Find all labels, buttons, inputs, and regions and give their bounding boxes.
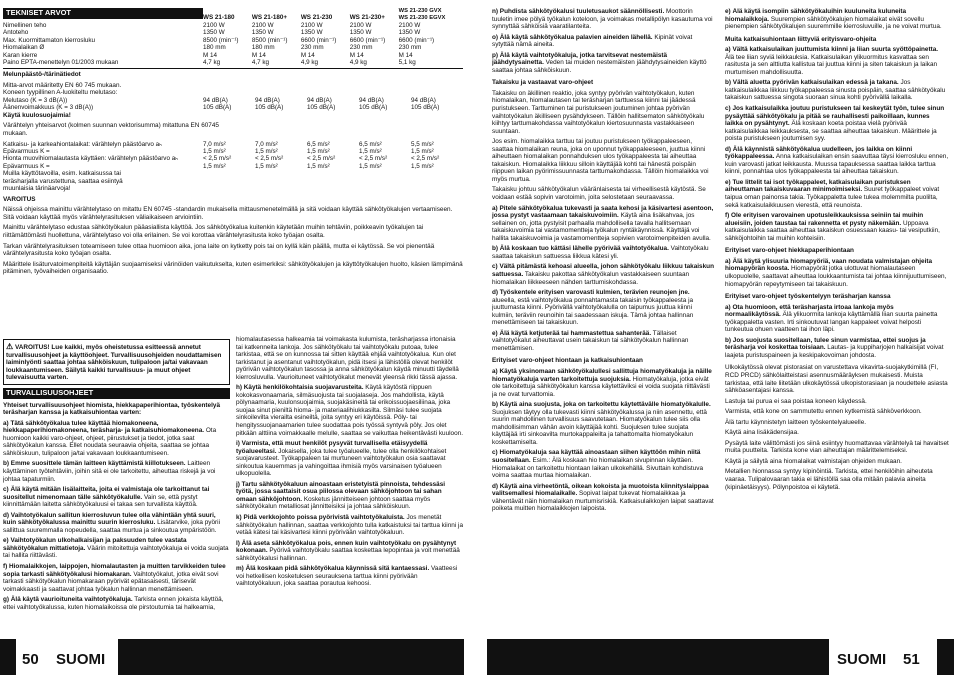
- vibration-row-value: 1,5 m/s²: [255, 162, 278, 170]
- vibration-other: Muilla käyttötavoilla, esim. katkaisussa tai teräsharjalla varustettuna, saattaa esiintyä muunlaisia tärinäarvoja!: [3, 170, 123, 193]
- cutting-paragraph: e) Tue littelit tai isot työkappaleet, katkaisulaikan puristuksen aiheuttaman takaiskuvaaran minimoimiseksi. Suuret työkappaleet voivat taipua oman painonsa takia. Työkappaletta tulee tukea molemmilta puolilta, sekä katkaisulaikkuusen vierestä, että reunoista.: [725, 178, 940, 209]
- spec-row-value: 230 mm: [300, 44, 324, 52]
- vibration-row-value: 1,5 m/s²: [255, 147, 278, 155]
- noise-row-value: 94 dB(A): [359, 97, 384, 105]
- spec-table: [3, 8, 463, 66]
- left-column-1: [3, 336, 230, 636]
- safety-header: TURVALLISUUSOHJEET: [3, 388, 230, 399]
- kickback-rule: d) Työskentele erityisen varovasti kulmien, terävien reunojen jne. alueella, estä vaihtotyökalua ponnahtamasta takaisin työkappaleesta ja juuttumasta kiinni. Pyörivällä vaihtotyökalulla on taipumus juuttua kiinni kulmiin, teräviin reunoihin tai saadessaan iskuja. Tämä johtaa hallinnan menettämiseen tai takaiskuun.: [492, 289, 694, 327]
- page-number-left: 50: [22, 651, 39, 668]
- noise-levels-title: Koneen tyypillinen A-luokiteltu melutaso:: [3, 89, 118, 97]
- spec-row-value: 180 mm: [203, 44, 226, 52]
- vibration-row: [3, 141, 463, 148]
- safety-paragraph: hiomalautasessa halkeamia tai voimakasta kulumista, teräsharjassa irtonaisia tai katkenneita lankoja. Jos sähkötyökalu tai vaihtotyökalu putoaa, tulee tarkistaa, että se on kunnossa tai sitten käyttää ehjää vaihtotyökalua. Kun olet tarkistanut ja asentanut vaihtotyökalun, pidä itsesi ja lähistöllä olevat henkilöt pyörivän vaihtotyökalun tasossa ja anna sähkötyökalun käydä minuutti täydellä kierrosluvulla. Vaurioituneet vaihtotyökalut menevät yleensä rikki tässä ajassa.: [236, 336, 459, 381]
- spec-row-value: 2100 W: [251, 21, 274, 29]
- extra-paragraph: Ulkokäytössä olevat pistorasiat on varustettava vikavirta-suojakytkimillä (FI, RCD PRCD) sähkölaitteistasi asennusmääräyksen mukaisesti. Muista tarkistaa, että laite liitetään ulkokäytössä ulkopistorasiaan ja noudettele asiasta sähköasentajasi kanssa.: [725, 364, 948, 395]
- kickback-rule: e) Älä käytä ketjuterää tai hammastettua sahanterää. Tällaiset vaihtotyökalut aiheuttavat usein takaiskun tai sähkötyökalun hallinnan menettämisen.: [492, 329, 689, 352]
- spec-row-value: 4,7 kg: [251, 58, 270, 66]
- vibration-row-value: 1,5 m/s²: [307, 162, 330, 170]
- vibration-row: [3, 155, 463, 162]
- safety-paragraph: k) Pidä verkkojohto poissa pyörivistä vaihtotyökaluista. Jos menetät sähkötyökalun hallinnan, saattaa verkkojohto tulla katkaistuksi tai tarttua kiinni ja vetää kätesi tai käsivartesi kiinni pyörivään vaihtotyökaluun.: [236, 514, 463, 537]
- spec-row-label: Hiomalaikan Ø: [3, 44, 45, 52]
- spec-row-value: 230 mm: [349, 44, 373, 52]
- noise-row-value: 94 dB(A): [307, 97, 332, 105]
- spec-row-value: 4,7 kg: [203, 58, 221, 66]
- spec-row-label: Karan kierre: [3, 51, 38, 59]
- spec-row-value: 8500 (min⁻¹): [251, 36, 288, 44]
- right-column-1: [492, 8, 714, 636]
- noise-row-value: 105 dB(A): [411, 104, 440, 112]
- vibration-row-value: 1,5 m/s²: [203, 162, 226, 170]
- spec-row-value: 5,1 kg: [398, 58, 416, 66]
- warning-box: ⚠ VAROITUS! Lue kaikki, myös oheistetussa esitteessä annetut turvallisuusohjeet ja käyttöohjeet. Turvallisuusohjeiden noudattamisen laiminlyönti saattaa johtaa sähköiskuun, tulipaloon ja/tai vakavaan loukkaantumiseen. Säilytä kaikki turvallisuus- ja muut ohjeet tulevaisuutta varten.: [3, 339, 230, 385]
- wire-paragraph: a) Ota huomioon, että teräsharjasta irtoaa lankoja myös normaalikäytössä. Älä ylikuormita lankoja käyttämällä liian suurta painetta työkappaletta vasten. Irti sinkoutuvat langan kappaleet voivat helposti tunkeutua ohuen vaatteen tai ihon läpi.: [725, 303, 938, 334]
- vibration-row-value: 6,5 m/s²: [307, 140, 330, 148]
- sanding-title: Erityiset varo-ohjeet hiekkapaperihiontaan: [725, 247, 854, 255]
- lang-left: SUOMI: [56, 651, 106, 668]
- extra-paragraph: Käytä ja säilytä aina hiomalaikat valmistajan ohjeiden mukaan.: [725, 457, 902, 465]
- left-page-top: [3, 8, 463, 279]
- vibration-row: [3, 163, 463, 170]
- spec-row-value: M 14: [203, 51, 217, 59]
- extra-paragraph: Käytä aina lisäkädensijaa.: [725, 429, 799, 437]
- safety-paragraph: e) Vaihtotyökalun ulkohalkaisijan ja paksuuden tulee vastata sähkötyökalun mittatietoja. Väärin mitoitettuja vaihtotyökaluja ei voida suojata tai hallita riittävästi.: [3, 537, 229, 560]
- spec-row-value: 6600 (min⁻¹): [398, 36, 435, 44]
- spec-row-value: 1350 W: [349, 29, 372, 37]
- vibration-row-value: 1,5 m/s²: [411, 162, 434, 170]
- noise-row-label: Äänenvoimakkuus (K = 3 dB(A)): [3, 104, 94, 112]
- kickback-paragraph: Takaisku johtuu sähkötyökalun vääränlaisesta tai virheellisestä käytöstä. Se voidaan estää sopivin varotoimin, joita selostetaan seuraavassa.: [492, 186, 706, 202]
- spec-row-label: Paino EPTA-menettelyn 01/2003 mukaan: [3, 58, 119, 66]
- warning-para-3: Tarkan värähtelyrasituksen toteamiseen tulee ottaa huomioon aika, jona laite on kytketty pois tai on kyllä käin päällä, mutta ei käytössä. Se voi pienentää värähtelyrasitusta koko työajan osalta.: [3, 242, 435, 258]
- noise-row: [3, 104, 463, 111]
- safety-paragraph: d) Vaihtotyökalun sallitun kierrosluvun tulee olla vähintään yhtä suuri, kuin sähkötyökalussa mainittu suurin kierrosluku. Lisätarvike, joka pyörii sallittua suuremmalla nopeudella, saattaa murtua ja sinkoutua ympäristöön.: [3, 511, 221, 534]
- vibration-row-value: < 2,5 m/s²: [411, 155, 440, 163]
- spec-row-label: Antoteho: [3, 29, 29, 37]
- spec-row: [3, 44, 463, 51]
- noise-text: Mitta-arvot määritetty EN 60 745 mukaan.: [3, 81, 122, 89]
- spec-row-label: Max. Kuormittamaton kierrosluku: [3, 36, 96, 44]
- spec-row: [3, 29, 463, 36]
- spec-row-value: 1350 W: [398, 29, 421, 37]
- safety-paragraph: b) Emme suosittele tämän laitteen käyttämistä kiillotukseen. Laitteen käyttäminen työtehtäviin, joihin sitä ei ole tarkoitettu, aiheuttaa riskejä ja voi johtaa tapaturmiin.: [3, 460, 216, 483]
- vibration-row-value: 7,0 m/s²: [255, 140, 278, 148]
- spec-row-value: M 14: [251, 51, 266, 59]
- vibration-row-value: 5,5 m/s²: [411, 140, 434, 148]
- model-1: WS 21-180: [203, 14, 235, 22]
- cutting-paragraph: d) Älä käynnistä sähkötyökalua uudelleen, jos laikka on kiinni työkappaleessa. Anna katkaisulaikan ensin saavuttaa täysi kierrosluku ennen, kuin varovasti jatkat leikkausta. Muussa tapauksessa saattaa laikka tarttua kiinni, ponnahtaa ulos työkappaleesta tai aiheuttaa takaiskun.: [725, 145, 949, 176]
- warning-para-2: Mainittu värähtelytaso edustaa sähkötyökalun pääasiallista käyttöä. Jos sähkötyökalua kuitenkin käytetään muihin tehtäviin, poikkeavin työkalujen tai riittämättömästi huollettuna, värähtelytaso voi olla erilainen. Se voi korottaa värähtelyrasitusta koko työajan osalta.: [3, 224, 424, 240]
- noise-row-value: 94 dB(A): [255, 97, 280, 105]
- extra-paragraph: Pysäytä laite välittömästi jos siinä esiintyy huomattavaa värähtelyä tai havaitset muita puutteita. Tarkista kone vian aiheuttajan määrittelemiseksi.: [725, 439, 949, 455]
- spec-row-value: 4,9 kg: [349, 58, 367, 66]
- noise-row-value: 105 dB(A): [359, 104, 388, 112]
- kickback-paragraph: Takaisku on äkillinen reaktio, joka syntyy pyörivän vaihtotyökalun, kuten hiomalaikan, hiomalautasen tai teräsharjan tarttuessa kiinni tai jäädessä puristukseen. Tarttuminen tai puristukseen joutuminen johtaa pyörivän vaihtotyökalun äkilliseen pysähdykseen. Tällöin hallitsematon sähkötyökalu kiihtyy tarttumakohdassa vaihtotyökalun kiertosuunnasta vastakkaiseen suuntaan.: [492, 89, 705, 135]
- vibration-row-value: 1,5 m/s²: [411, 147, 434, 155]
- vibration-row-value: 1,5 m/s²: [203, 147, 226, 155]
- spec-row-value: 6600 (min⁻¹): [349, 36, 386, 44]
- model-2: WS 21-180+: [251, 14, 288, 22]
- safety-paragraph: a) Tätä sähkötyökalua tulee käyttää hiomakoneena, hiekkapaperihiomakoneena, teräsharja- ja katkaisuhiomakoneena. Ota huomioon kaikki varo-ohjeet, ohjeet, piirustukset ja tiedot, jotka saat sähkötyökalun kanssa. Ellet noudata seuraavia ohjeita, saattaa se johtaa sähköiskuun, tulipaloon ja/tai vakavaan loukkaantumiseen.: [3, 419, 217, 457]
- grinding-title: Erityiset varo-ohjeet hiontaan ja katkaisuhiontaan: [492, 357, 643, 365]
- spec-row-value: 1350 W: [251, 29, 274, 37]
- warning-triangle-icon: ⚠: [6, 342, 14, 351]
- vibration-row-value: 7,0 m/s²: [203, 140, 226, 148]
- model-3: WS 21-230: [300, 14, 333, 22]
- spec-row: [3, 52, 463, 59]
- model-5: WS 21-230 GVX WS 21-230 EGVX: [398, 8, 446, 22]
- extra-paragraph: Metallien hionnassa syntyy kipinöintiä. Tarkista, ettei henkilöihin aiheuteta vaaraa. Tulipalovaaran takia ei lähistöllä saa olla mitään palavia aineita (kipinäetäisyys). Pölynpoistoa ei käytetä.: [725, 468, 933, 491]
- noise-row-value: 94 dB(A): [411, 97, 436, 105]
- safety-paragraph: m) Älä koskaan pidä sähkötyökalua käynnissä sitä kantaessasi. Vaatteesi voi hetkellisen kosketuksen seurauksena tarttua kiinni pyörivään vaihtotyökaluun, joka saattaa porautua kehoosi.: [236, 565, 458, 588]
- vibration-row-label: Epävarmuus K =: [3, 147, 50, 155]
- vibration-row-value: < 2,5 m/s²: [359, 155, 388, 163]
- wire-paragraph: b) Jos suojusta suositellaan, tulee sinun varmistaa, ettei suojus ja teräsharja voi koskettaa toisiaan. Lautas- ja kuppiharjojen halkaisijat voivat laajeta puristuspaineen ja keskipakovoiman johdosta.: [725, 336, 944, 359]
- spec-row-value: 2100 W: [398, 21, 421, 29]
- safety-paragraph: c) Älä käytä mitään lisälaitteita, joita ei valmistaja ole tarkoittanut tai suositellut nimenomaan tälle sähkötyökalulle. Vain se, että pystyt kiinnittämään laitetta sähkötyökaluusi ei takaa sen turvallista käyttöä.: [3, 486, 210, 509]
- vibration-row-value: < 2,5 m/s²: [255, 155, 284, 163]
- safety-paragraph: i) Varmista, että muut henkilöt pysyvät turvallisella etäisyydellä työalueeltasi. Jokaisella, joka tulee työalueelle, tulee olla henkilökohtaiset suojavarusteet. Työkappaleen tai murtuneen vaihtotyökalun osia saattavat sinkoutua kauemmas ja vahingoittaa ihmisiä myös varsinaisen työalueen ulkopuolella.: [236, 440, 447, 478]
- vibration-row-label: Katkaisu- ja karkeahiontalaikat: värähtelyn päästöarvo aₕ: [3, 140, 162, 148]
- spec-row: [3, 22, 463, 29]
- noise-row-label: Melutaso (K = 3 dB(A)): [3, 97, 68, 105]
- spec-row-value: 180 mm: [251, 44, 275, 52]
- right-column-2: [725, 8, 949, 636]
- noise-row-value: 105 dB(A): [307, 104, 336, 112]
- kickback-paragraph: Jos esim. hiomalaikka tarttuu tai joutuu puristukseen työkappaleeseen, saattaa hiomalaikan reuna, joka on uponnut työkappaleeseen, juuttua kiinni aiheuttaen hiomalaikan ponnahduksen ulos työkappaleesta tai aiheuttaa takaiskun. Hiomalaikka liikkuu silloin käyttäjää kohti tai hänestä poispäin riippuen laikan pyörimissuunnasta tarttumakohdassa. Tällöin hiomalaikka voi myös murtua.: [492, 138, 709, 183]
- noise-title: Melunpäästö-/tärinätiedot: [3, 71, 81, 79]
- cutting-paragraph: b) Vältä aluetta pyörivän katkaisulaikan edessä ja takana. Jos katkaisulaikkaa liikkuu työkappaleessa sinusta poispäin, saattaa sähkötyökalu takaiskun sattuessa singota suoraan sinua kohti pyörivällä laikalla.: [725, 79, 946, 102]
- safety-paragraph: l) Älä aseta sähkötyökalua pois, ennen kuin vaihtotyökalu on pysähtynyt kokonaan. Pyörivä vaihtotyökalu saattaa koskettaa lepopintaa ja voit menettää sähkötyökalusi hallinnan.: [236, 539, 460, 562]
- spec-row-value: 1350 W: [300, 29, 323, 37]
- warning-para-1: Näissä ohjeissa mainittu värähtelytaso on mitattu EN 60745 -standardin mukaisella mittausmenetelmällä ja sitä voidaan käyttää sähkötyökalujen vertaamiseen. Sitä voidaan käyttää myös värähtelyrasituksen väliaikaiseen arviointiin.: [3, 206, 453, 221]
- sanding-paragraph: a) Älä käytä ylisuuria hiomapyöriä, vaan noudata valmistajan ohjeita hiomapyörän koosta. Hiomapyörät jotka ulottuvat hiomalautaseen ulkopuolelle, saattavat aiheuttaa loukkaantumista tai johtaa kiinnijuuttumiseen, hiomapyörän repeytymiseen tai takaiskuun.: [725, 257, 947, 288]
- noise-row-value: 94 dB(A): [203, 97, 228, 105]
- kickback-title: Takaisku ja vastaavat varo-ohjeet: [492, 79, 594, 87]
- right-footer: [487, 639, 954, 675]
- lang-right: SUOMI: [837, 651, 887, 668]
- vibration-row-value: < 2,5 m/s²: [307, 155, 336, 163]
- spec-row-value: 8500 (min⁻¹): [203, 36, 239, 44]
- safety-paragraph: o) Älä käytä sähkötyökalua palavien aineiden lähellä. Kipinät voivat sytyttää nämä aineita.: [492, 33, 693, 49]
- warning-title: VAROITUS: [3, 195, 36, 203]
- vibration-row: [3, 148, 463, 155]
- grinding-paragraph: a) Käytä yksinomaan sähkötyökalullesi sallittuja hiomatyökaluja ja näille hiomatyökaluja varten tarkoitettuja suojuksia. Hiomatyökaluja, jotka eivät ole tarkoitettuja sähkötyökalun kanssa käytettäviksi ei voida suojata riittävästi ja ne ovat turvattomia.: [492, 367, 712, 398]
- spec-row-value: 6600 (min⁻¹): [300, 36, 337, 44]
- spec-row-label: Nimellinen teho: [3, 21, 47, 29]
- vibration-row-value: 1,5 m/s²: [359, 147, 382, 155]
- kickback-rule: a) Pitele sähkötyökalua tukevasti ja saata kehosi ja käsivartesi asentoon, jossa pystyt vastaamaan takaiskuvoimiin. Käytä aina lisäkahvaa, jos sellainen on, jotta pystyisit parhaalla mahdollisella tavalla hallitsemaan takaiskuvoimia tai vastamomentteja työkalun ryntäkäynnissä. Käyttäjä voi hallita takaiskuvoimia ja vastamomentteja sopivien varotoimenpiteiden avulla.: [492, 204, 714, 242]
- vibration-row-value: 1,5 m/s²: [307, 147, 330, 155]
- extra-paragraph: Lastuja tai purua ei saa poistaa koneen käydessä.: [725, 397, 867, 405]
- spec-row-value: M 14: [349, 51, 364, 59]
- hearing-protection: Käytä kuulosuojaimia!: [3, 111, 71, 119]
- cutting-title: Muita katkaisuhiontaan liittyviä erityisvaro-ohjeita: [725, 35, 877, 43]
- extra-paragraph: Varmista, että kone on sammutettu ennen kytkemistä sähköverkkoon.: [725, 408, 922, 416]
- vibration-row-value: 6,5 m/s²: [359, 140, 382, 148]
- safety-paragraph: h) Käytä henkilökohtaisia suojavarusteita. Käytä käytöstä riippuen kokokasvonaamaria, silmäsuojusta tai suojalaseja. Jos mahdollista, käytä pölynaamaria, kuulonsuojaimia, suojakäsineitä tai erikoissuojaesiliinaa, joka suojaa sinut pieniltä hioma- ja materiaalihiukkasilta. Silmäsi tulee suojata sinkoilevilta vierailta esineiltä, joita syntyy eri käytöissä. Pöly- tai hengityssuojanaamarien tulee suodattaa pois työssä syntyvä pöly. Jos olet pitkään alttiina voimakkaalle melulle, saattaa se vaikuttaa heikentävästi kuuloon.: [236, 384, 463, 437]
- noise-row-value: 105 dB(A): [203, 104, 232, 112]
- vibration-row-value: 1,5 m/s²: [359, 162, 382, 170]
- spec-row-value: M 14: [398, 51, 413, 59]
- safety-intro: Yhteiset turvallisuusohjeet hiomista, hiekkapaperihiontaa, työskentelyä teräsharjan kanssa ja katkaisuhiontaa varten:: [3, 401, 220, 417]
- tech-header: TEKNISET ARVOT: [3, 8, 203, 19]
- safety-paragraph: g) Älä käytä vaurioituneita vaihtotyökaluja. Tarkista ennen jokaista käyttöä, ettei vaihtotyökalussa, kuten hiomalaikoissa ole pirstoutumia tai halkeamia,: [3, 596, 224, 611]
- grinding-paragraph: c) Hiomatyökaluja saa käyttää ainoastaan siihen käyttöön mihin niitä suositellaan. Esim.: Älä koskaan hio hiomalaikan sivupinnan käyttäen. Hiomalaikat on tarkoitettu hiontaan laikan ulkokehällä. Sivuttain kohdistuva voima saattaa murtaa hiomalaikan.: [492, 449, 704, 480]
- extra-paragraph: Älä tartu käynnistetyn laitteen työskentelyalueelle.: [725, 418, 867, 426]
- spec-row-value: 1350 W: [203, 29, 225, 37]
- page-number-right: 51: [903, 651, 920, 668]
- spec-row-value: 2100 W: [203, 21, 225, 29]
- safety-paragraph: j) Tartu sähkötyökaluun ainoastaan eristetyistä pinnoista, tehdessäsi työtä, jossa saattaisit osua piilossa olevaan sähköjohtoon tai sahan omaan sähköjohtoon. Kosketus jännitteiseen johtoon saattaa myös sähkötyökalun metalliosat jännitteisiksi ja johtaa sähköiskuun.: [236, 480, 446, 511]
- model-4: WS 21-230+: [349, 14, 385, 22]
- cutting-paragraph: f) Ole erityisen varovainen upotusleikkauksissa seiniin tai muihin alueisiin, joiden taustaa tai rakennetta et pysty näkemään. Uppoava katkaisulaikka saattaa aiheuttaa takaiskun osuessaan kaasu- tai vesiputkiin, sähköjohtoihin tai muihin kohteisiin.: [725, 212, 940, 242]
- vibration-text: Värähtelyn yhteisarvot (kolmen suunnan vektorisumma) mitattuna EN 60745 mukaan.: [3, 122, 219, 137]
- safety-paragraph: p) Älä käytä vaihtotyökaluja, jotka tarvitsevat nestemäistä jäähdytysainetta. Veden tai muiden nestemäisten jäähdytysaineiden käyttö saattaa johtaa sähköiskuun.: [492, 51, 707, 74]
- warning-para-4: Määrittele lisäturvatoimenpiteitä käyttäjän suojaamiseksi värinöiden vaikutukselta, kuten esimerkiksi: sähkötyökalujen ja käyttötyökalujen huolto, käsien lämpimänä pitäminen, työvaiheiden organisaatio.: [3, 260, 463, 276]
- grinding-paragraph: d) Käytä aina virheetöntä, oikean kokoista ja muotoista kiinnityslaippaa valitsemallesi hiomalaikalle. Sopivat laipat tukevat hiomalaikkaa ja vähentävät näin hiomalaikan murtumisriskiä. Katkaisulaikkojen laipat saattavat poiketa muitten hiomalaikkojen laipoista.: [492, 482, 714, 513]
- left-column-2: [236, 336, 463, 636]
- spec-row: [3, 37, 463, 44]
- spec-row-value: 230 mm: [398, 44, 422, 52]
- left-footer: [0, 639, 470, 675]
- spec-row-value: 2100 W: [349, 21, 372, 29]
- cutting-paragraph: c) Jos katkaisulaikka joutuu puristukseen tai keskeytät työn, tulee sinun pysäyttää sähkötyökalu ja pitää se rauhallisesti paikoillaan, kunnes laikka on pysähtynyt. Älä koskaan koeta poistaa vielä pyörivää katkaisulaikkaa leikkauksesta, se saattaa aiheuttaa takaiskun. Määrittele ja poista puristukseen joutumisen syy.: [725, 105, 945, 143]
- grinding-paragraph: e) Älä käytä isompiin sähkötyökaluihin kuuluneita kuluneita hiomalaikkoja. Suurempien sähkötyökalujen hiomalaikat eivät sovellu pienempien sähkötyökalujen suuremmille kierrosluvuille, ja ne voivat murtua.: [725, 8, 942, 31]
- vibration-row-label: Hionta muovihiomalautasta käyttäen: värähtelyn päästöarvo aₕ: [3, 155, 178, 163]
- spec-row-value: 2100 W: [300, 21, 323, 29]
- kickback-rule: b) Älä koskaan tuo kättäsi lähelle pyörivää vaihtotyökalua. Vaihtotyökalu saattaa takaiskun sattuessa liikkua kätesi yli.: [492, 245, 709, 260]
- grinding-paragraph: b) Käytä aina suojusta, joka on tarkoitettu käytettävälle hiomatyökalulle. Suojuksen täytyy olla tukevasti kiinni sähkötyökalussa ja niin asennettu, että suurin mahdollinen turvallisuus saavutetaan. Hiomatyökalun tulee siis olla mahdollisimman vähän avoin käyttäjää kohti. Suojuksen tulee suojata käyttäjää irti sinkoavilta murtokappaleilta ja tahattomalta hiomatyökalun koskettamiselta.: [492, 401, 711, 446]
- wire-title: Erityiset varo-ohjeet työskentelyyn teräsharjan kanssa: [725, 293, 891, 301]
- spec-row-value: 4,9 kg: [300, 58, 318, 66]
- vibration-row-label: Epävarmuus K =: [3, 162, 50, 170]
- safety-paragraph: f) Hiomalaikkojen, laippojen, hiomalautasten ja muitten tarvikkeiden tulee sopia tarkasti sähkötyökalusi hiomakaran. Vaihtotyökalut, jotka eivät sovi tarkasti sähkötyökalun hiomakaraan pyörivät epätasaisesti, tärisevät voimakkaasti ja saattavat johtaa työkalun hallinnan menettämiseen.: [3, 562, 226, 593]
- cutting-paragraph: a) Vältä katkaisulaikan juuttumista kiinni ja liian suurta syöttöpainetta. Älä tee liian syviä leikkauksia. Katkaisulaikan ylikuormitus kasvattaa sen rasitusta ja sen alttiutta kallistua tai juuttua kiinni ja siten takaiskun ja laikan murtumisen mahdollisuutta.: [725, 46, 939, 76]
- spec-row: [3, 59, 463, 66]
- safety-paragraph: n) Puhdista sähkötyökalusi tuuletusaukot säännöllisesti. Moottorin tuuletin imee pölyä työkalun koteloon, ja voimakas metallipölyn kasautuma voi synnyttää sähköisiä vaaratilanteita.: [492, 8, 713, 31]
- kickback-rule: c) Vältä pitämästä kehoasi alueella, johon sähkötyökalu liikkuu takaiskun sattuessa. Takaisku pakottaa sähkötyökalun vastakkaiseen suuntaan hiomalaikan liikkeeseen nähden tarttumiskohdassa.: [492, 263, 714, 286]
- spec-row-value: M 14: [300, 51, 315, 59]
- noise-row-value: 105 dB(A): [255, 104, 284, 112]
- vibration-row-value: < 2,5 m/s²: [203, 155, 232, 163]
